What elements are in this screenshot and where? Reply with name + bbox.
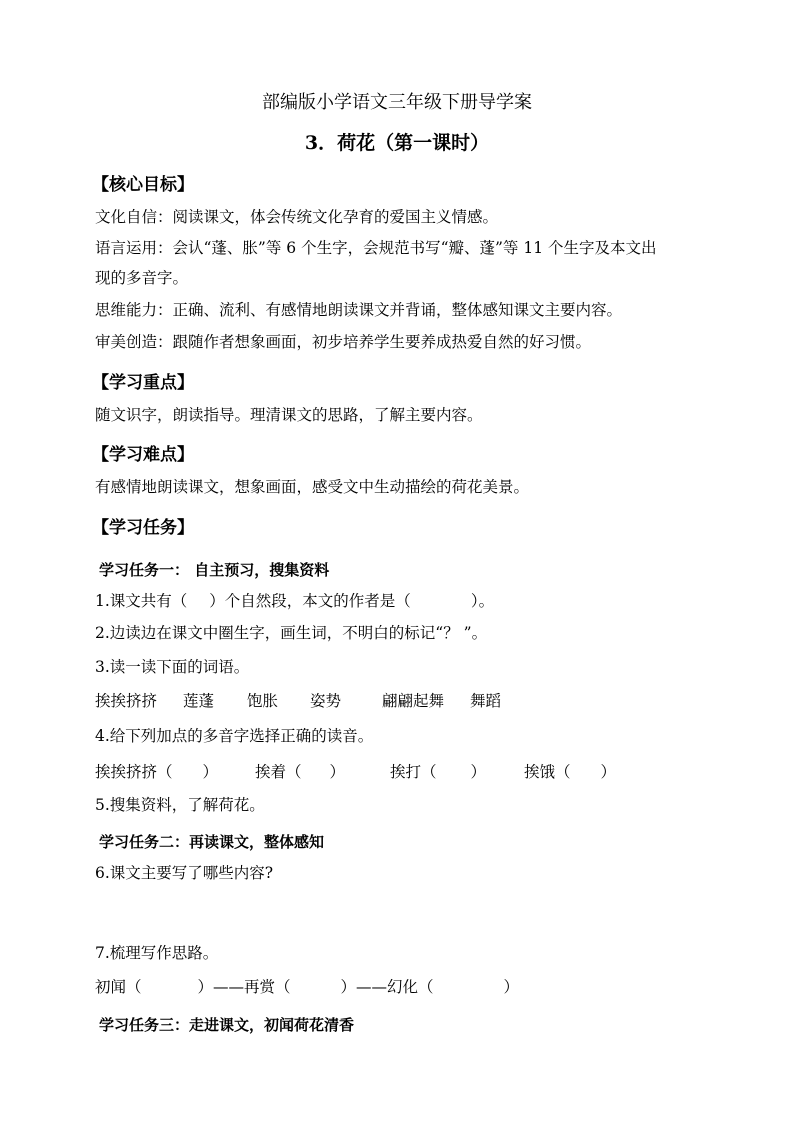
question-6: 6.课文主要写了哪些内容? <box>95 864 274 882</box>
task2-heading: 学习任务二：再读课文，整体感知 <box>99 833 325 851</box>
flow-mid-1: ）——再赏（ <box>197 978 291 996</box>
task3-heading: 学习任务三：走进课文，初闻荷花清香 <box>99 1016 355 1034</box>
lesson-title: 3．荷花（第一课时） <box>304 132 490 154</box>
pinyin-item <box>95 760 218 782</box>
pinyin-close: ） <box>329 763 346 781</box>
question-1 <box>95 591 494 611</box>
question-1-part-c: ）。 <box>470 592 495 610</box>
pinyin-word: 挨着（ <box>255 763 302 781</box>
pinyin-item <box>255 760 345 782</box>
word-item: 饱胀 <box>247 692 279 710</box>
word-item: 舞蹈 <box>470 692 502 710</box>
flow-mid-2: ）——幻化（ <box>340 978 434 996</box>
section-difficulties-heading: 【学习难点】 <box>92 445 194 465</box>
section-goals-heading: 【核心目标】 <box>92 175 194 195</box>
flow-end: ） <box>503 978 520 996</box>
pinyin-close: ） <box>600 763 617 781</box>
question-7: 7.梳理写作思路。 <box>95 944 219 962</box>
keypoints-text: 随文识字，朗读指导。理清课文的思路，了解主要内容。 <box>95 406 483 424</box>
question-5: 5.搜集资料，了解荷花。 <box>95 796 265 814</box>
pinyin-word: 挨挨挤挤（ <box>95 763 173 781</box>
goal-culture: 文化自信：阅读课文，体会传统文化孕育的爱国主义情感。 <box>95 208 499 226</box>
task1-heading: 学习任务一： 自主预习，搜集资料 <box>99 561 330 579</box>
pinyin-close: ） <box>470 763 487 781</box>
section-tasks-heading: 【学习任务】 <box>92 518 194 538</box>
writing-flow <box>95 977 519 997</box>
goal-language: 语言运用：会认“蓬、胀”等 6 个生字，会规范书写“瓣、蓬”等 11 个生字及本文出 <box>95 239 657 257</box>
word-item: 莲蓬 <box>183 692 215 710</box>
word-item: 挨挨挤挤 <box>95 692 158 710</box>
question-1-part-b: ）个自然段，本文的作者是（ <box>209 592 411 610</box>
pinyin-close: ） <box>202 763 219 781</box>
pinyin-word: 挨打（ <box>390 763 437 781</box>
pinyin-item <box>390 760 486 782</box>
question-2: 2.边读边在课文中圈生字，画生词，不明白的标记“？ ”。 <box>95 624 488 642</box>
pinyin-item <box>524 760 616 782</box>
section-keypoints-heading: 【学习重点】 <box>92 373 194 393</box>
flow-start: 初闻（ <box>95 978 142 996</box>
goal-language-cont: 现的多音字。 <box>95 269 189 287</box>
question-1-part-a: 1.课文共有（ <box>95 592 188 610</box>
goal-aesthetic: 审美创造：跟随作者想象画面，初步培养学生要养成热爱自然的好习惯。 <box>95 333 592 351</box>
difficulties-text: 有感情地朗读课文，想象画面，感受文中生动描绘的荷花美景。 <box>95 478 530 496</box>
document-title: 部编版小学语文三年级下册导学案 <box>262 92 532 113</box>
word-item: 翩翩起舞 <box>382 692 445 710</box>
question-3: 3.读一读下面的词语。 <box>95 658 250 676</box>
pinyin-word: 挨饿（ <box>524 763 571 781</box>
word-item: 姿势 <box>310 692 342 710</box>
question-4: 4.给下列加点的多音字选择正确的读音。 <box>95 727 374 745</box>
goal-thinking: 思维能力：正确、流利、有感情地朗读课文并背诵，整体感知课文主要内容。 <box>95 301 623 319</box>
